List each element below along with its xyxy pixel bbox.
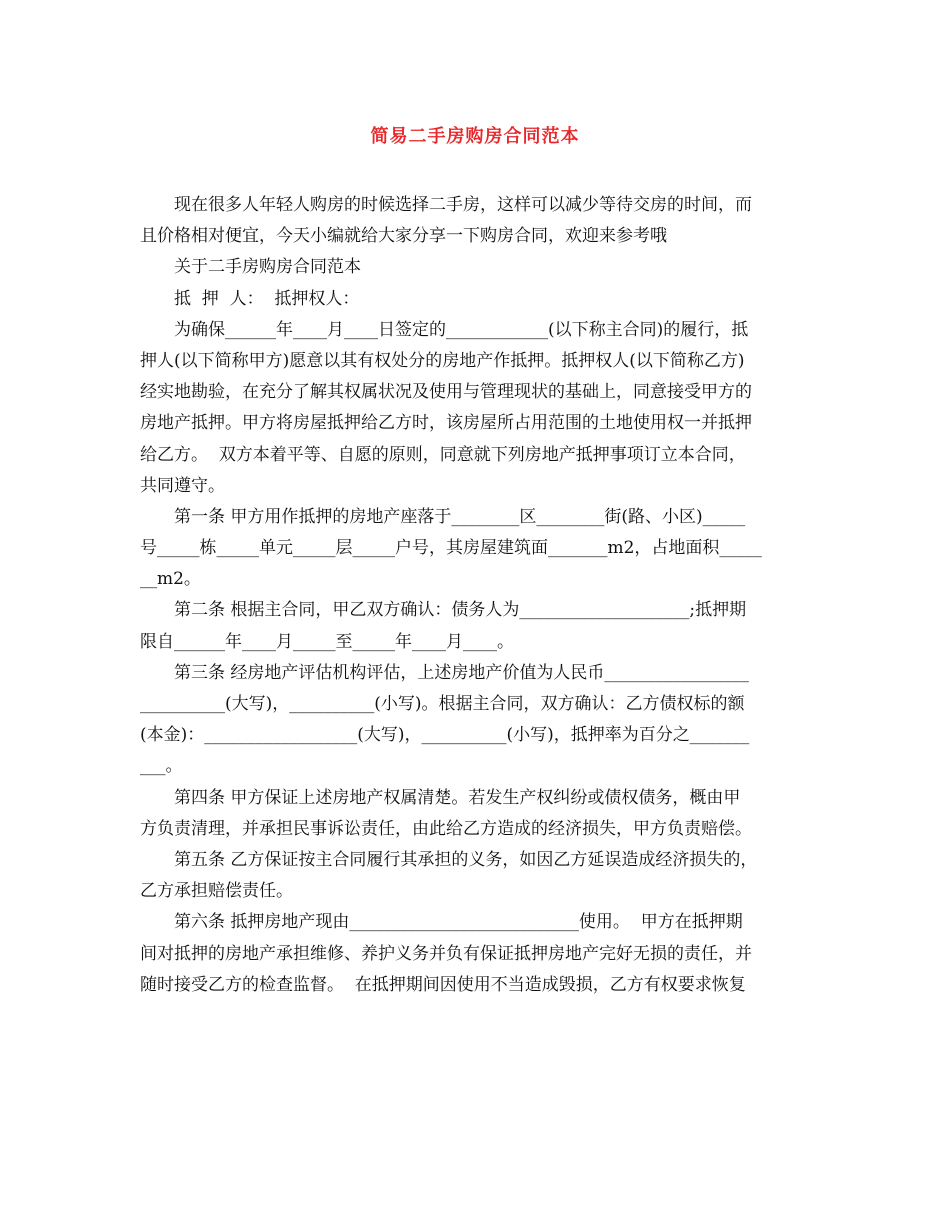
paragraph-line: 关于二手房购房合同范本 (174, 257, 361, 278)
paragraph-line: 经实地勘验，在充分了解其权属状况及使用与管理现状的基础上，同意接受甲方的 (140, 382, 752, 403)
paragraph-line: ___。 (140, 756, 183, 777)
document-title: 简易二手房购房合同范本 (370, 126, 580, 147)
paragraph-line: 限自______年____月_____至_____年____月____。 (140, 631, 514, 652)
paragraph-line: 给乙方。 双方本着平等、自愿的原则，同意就下列房地产抵押事项订立本合同， (140, 444, 746, 465)
paragraph-line: 随时接受乙方的检查监督。 在抵押期间因使用不当造成毁损，乙方有权要求恢复 (140, 974, 746, 995)
paragraph-line: 号_____栋_____单元_____层_____户号，其房屋建筑面_______m2，占地面积_____ (140, 538, 762, 559)
paragraph-line: 且价格相对便宜，今天小编就给大家分享一下购房合同，欢迎来参考哦 (140, 226, 667, 247)
paragraph-line: 第一条 甲方用作抵押的房地产座落于________区________街(路、小区)_____ (174, 506, 746, 527)
paragraph-line: 为确保______年____月____日签定的____________(以下称主合同)的履行，抵 (174, 319, 749, 340)
paragraph-line: __________(大写)，__________(小写)。根据主合同，双方确认：乙方债权标的额 (140, 694, 745, 714)
paragraph-line: 抵 押 人： 抵押权人： (174, 288, 360, 309)
paragraph-line: 共同遵守。 (140, 475, 225, 496)
paragraph-line: 第四条 甲方保证上述房地产权属清楚。若发生产权纠纷或债权债务，概由甲 (174, 787, 741, 808)
paragraph-line: 第五条 乙方保证按主合同履行其承担的义务，如因乙方延误造成经济损失的， (174, 849, 758, 870)
paragraph-line: 方负责清理，并承担民事诉讼责任，由此给乙方造成的经济损失，甲方负责赔偿。 (140, 818, 752, 839)
paragraph-line: 第二条 根据主合同，甲乙双方确认：债务人为____________________;抵押期 (174, 600, 747, 621)
paragraph-line: 第三条 经房地产评估机构评估，上述房地产价值为人民币_________________ (174, 662, 749, 683)
paragraph-line: __m2。 (140, 569, 201, 590)
paragraph-line: 第六条 抵押房地产现由___________________________使用。 甲方在抵押期 (174, 912, 743, 933)
paragraph-line: 押人(以下简称甲方)愿意以其有权处分的房地产作抵押。抵押权人(以下简称乙方) (140, 350, 745, 371)
paragraph-line: 间对抵押的房地产承担维修、养护义务并负有保证抵押房地产完好无损的责任，并 (140, 943, 752, 964)
paragraph-line: 房地产抵押。甲方将房屋抵押给乙方时，该房屋所占用范围的土地使用权一并抵押 (140, 413, 752, 434)
paragraph-line: 乙方承担赔偿责任。 (140, 881, 293, 902)
document-body (140, 190, 812, 1001)
paragraph-line: 现在很多人年轻人购房的时候选择二手房，这样可以减少等待交房的时间，而 (174, 195, 752, 215)
paragraph-line: (本金)：__________________(大写)，__________(小写)，抵押率为百分之_______ (140, 725, 750, 746)
